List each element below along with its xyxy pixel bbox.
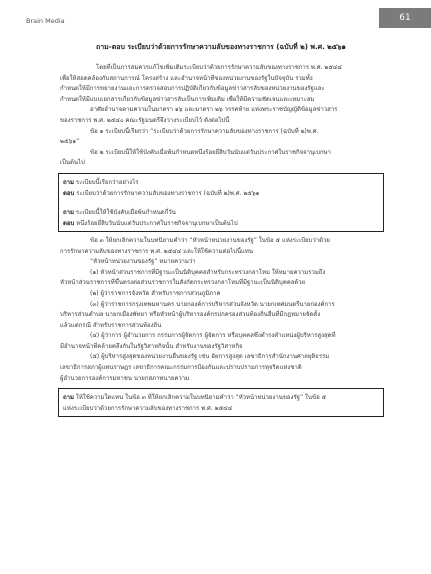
brand-name: Brain Media [26, 17, 65, 25]
text-line: เพื่อให้สอดคล้องกับสถานการณ์ โครงสร้าง และอำนาจหน้าที่ของหน่วยงานของรัฐในปัจจุบัน รวมทั้ง [60, 74, 313, 82]
intro-paragraph [60, 63, 382, 127]
clause-3 [60, 236, 382, 268]
page-header [0, 0, 431, 30]
text-line: ของราชการ พ.ศ. ๒๕๔๐ คณะรัฐมนตรีจึงวางระเบียบไว้ ดังต่อไปนี้ [60, 116, 230, 124]
qa-answer: ตอบ หนึ่งร้อยยี่สิบวันนับแต่วันประกาศในราชกิจจานุเบกษาเป็นต้นไป [63, 219, 238, 227]
text-line: กำหนดให้มีการขยายงานและการตรวจสอบการปฏิบัติเกี่ยวกับข้อมูลข่าวสารลับของหน่วยงานของรัฐและ [60, 85, 325, 93]
text-line: เป็นต้นไป [60, 159, 85, 167]
page-number-badge: 61 [379, 8, 431, 28]
document-title: ถาม-ตอบ ระเบียบว่าด้วยการรักษาความลับของทางราชการ (ฉบับที่ ๒) พ.ศ. ๒๕๖๑ [96, 43, 346, 51]
qa-question: ถาม ระเบียบนี้ให้ใช้บังคับเมื่อพ้นกำหนดกี่วัน [63, 208, 176, 216]
text-line: ข้อ ๓ ให้ยกเลิกความในบทนิยามคำว่า “หัวหน้าหน่วยงานของรัฐ” ในข้อ ๕ แห่งระเบียบว่าด้วย [90, 236, 330, 244]
qa-box-1 [58, 173, 384, 232]
definition-item-line: มีอำนาจหน้าที่คล้ายคลึงกันในรัฐวิสาหกิจนั้น สำหรับงานของรัฐวิสาหกิจ [60, 342, 243, 350]
text-line: กำหนดให้มีแบบเอกสารเกี่ยวกับข้อมูลข่าวสารลับเป็นการเพิ่มเติม เพื่อให้มีความชัดเจนและเหมาะสม [60, 95, 315, 103]
qa-box-2 [58, 388, 384, 417]
definition-item-line: (๔) ผู้ว่าการ ผู้อำนวยการ กรรมการผู้จัดการ ผู้จัดการ หรือบุคคลซึ่งดำรงตำแหน่งผู้บริหารสูงสุดที่ [90, 332, 336, 340]
text-line: “หัวหน้าหน่วยงานของรัฐ” หมายความว่า [90, 258, 196, 266]
definition-item-line: ผู้อำนวยการองค์การมหาชน นายกสภาทนายความ [60, 374, 190, 382]
qa-answer: ตอบ ระเบียบว่าด้วยการรักษาความลับของทางราชการ (ฉบับที่ ๒)พ.ศ. ๒๕๖๑ [63, 189, 260, 197]
clause-1 [60, 127, 382, 148]
definition-items [60, 268, 382, 385]
text-line: การรักษาความลับของทางราชการ พ.ศ. ๒๕๔๔ และให้ใช้ความต่อไปนี้แทน [60, 247, 253, 255]
qa-question: ถาม ให้ใช้ความใดแทน ในข้อ ๓ ที่ให้ยกเลิกความในบทนิยามคำว่า “หัวหน้าหน่วยงานของรัฐ” ในข้อ ๕ [63, 394, 327, 402]
text-line: อาศัยอำนาจตามความในมาตรา ๑๖ และมาตรา ๒๖ วรรคท้าย แห่งพระราชบัญญัติข้อมูลข่าวสาร [90, 106, 338, 114]
definition-item-line: (๒) ผู้ว่าราชการจังหวัด สำหรับราชการส่วนภูมิภาค [90, 289, 221, 297]
qa-question-continued: แห่งระเบียบว่าด้วยการรักษาความลับของทางราชการ พ.ศ. ๒๕๔๔ [63, 405, 233, 413]
definition-item-line: แล้วแต่กรณี สำหรับราชการส่วนท้องถิ่น [60, 321, 162, 329]
definition-item-line: (๑) หัวหน้าส่วนราชการที่มีฐานะเป็นนิติบุคคลสำหรับกระทรวงกลาโหม ให้หมายความรวมถึง [90, 268, 326, 276]
text-line: ข้อ ๑ ระเบียบนี้เรียกว่า “ระเบียบว่าด้วยการรักษาความลับของทางราชการ (ฉบับที่ ๒)พ.ศ. [90, 127, 319, 135]
definition-item-line: หัวหน้าส่วนราชการที่ขึ้นตรงต่อส่วนราชการในสังกัดกระทรวงกลาโหมที่มีฐานะเป็นนิติบุคคลด้วย [60, 279, 306, 287]
qa-question: ถาม ระเบียบนี้เรียกว่าอย่างไร [63, 178, 139, 186]
definition-item-line: เลขาธิการสภาผู้แทนราษฎร เลขาธิการคณะกรรมการป้องกันและปราบปรามการทุจริตแห่งชาติ [60, 364, 302, 372]
text-line: ๒๕๖๑” [60, 138, 80, 146]
text-line: โดยที่เป็นการสมควรแก้ไขเพิ่มเติมระเบียบว่าด้วยการรักษาความลับของทางราชการ พ.ศ. ๒๕๔๔ [96, 64, 342, 71]
definition-item-line: บริหารส่วนตำบล นายกเมืองพัทยา หรือหัวหน้าผู้บริหารองค์กรปกครองส่วนท้องถิ่นอื่นที่มีกฎหมายจัดตั้ง [60, 311, 321, 319]
clause-2 [60, 148, 382, 169]
definition-item-line: (๓) ผู้ว่าราชการกรุงเทพมหานคร นายกองค์การบริหารส่วนจังหวัด นายกเทศมนตรีนายกองค์การ [90, 300, 335, 308]
text-line: ข้อ ๒ ระเบียบนี้ให้ใช้บังคับเมื่อพ้นกำหนดหนึ่งร้อยยี่สิบวันนับแต่วันประกาศในราชกิจจานุเบกษา [90, 148, 331, 156]
document-body [60, 42, 382, 421]
definition-item-line: (๕) ผู้บริหารสูงสุดของหน่วยงานอื่นของรัฐ เช่น อัยการสูงสุด เลขาธิการสำนักงานศาลยุติธรรม [90, 353, 330, 361]
